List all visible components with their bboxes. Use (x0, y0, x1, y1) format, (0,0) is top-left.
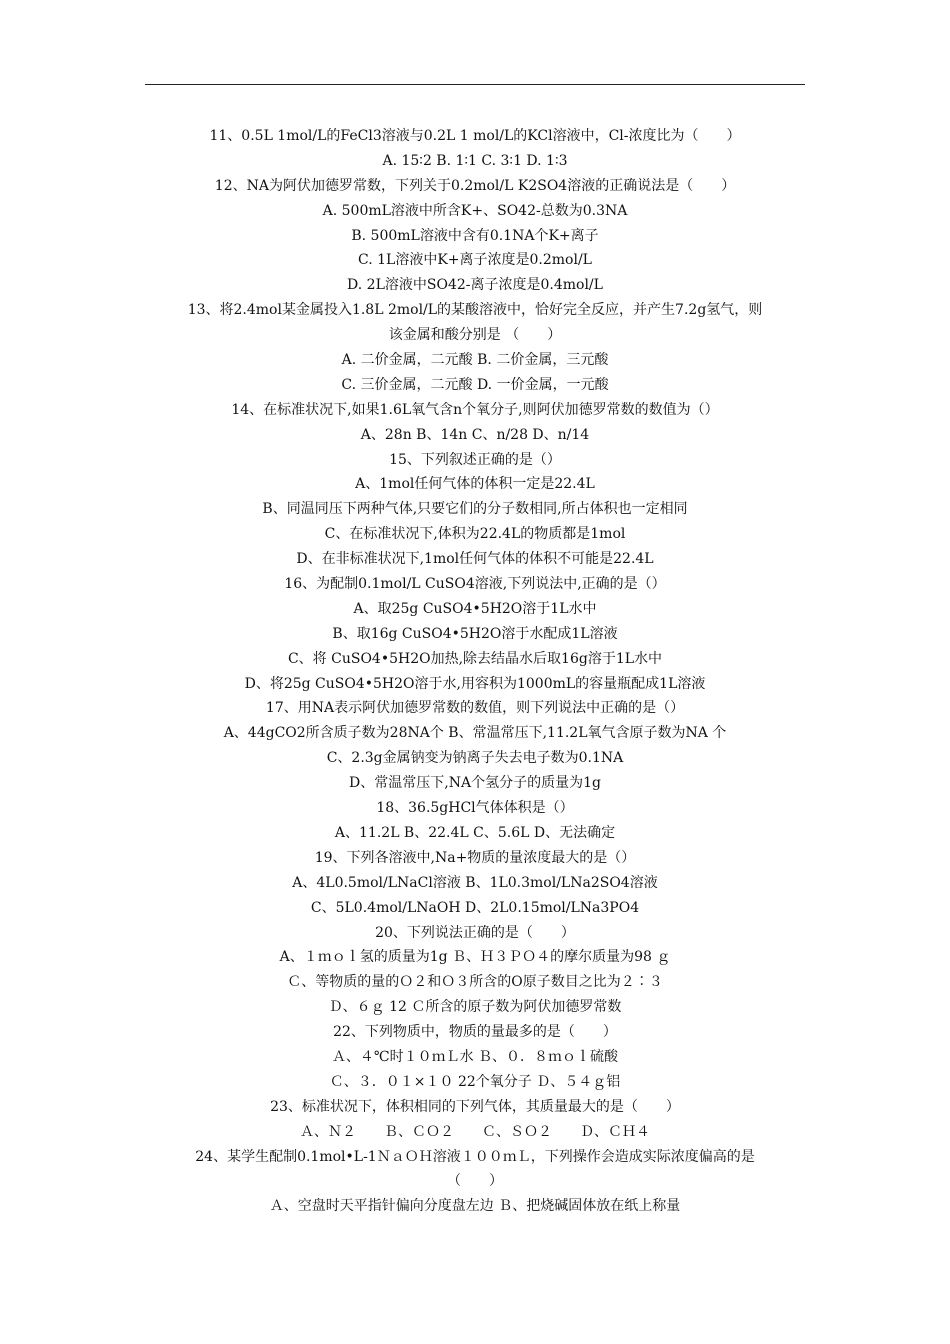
text-line: 14、在标准状况下,如果1.6L氧气含n个氧分子,则阿伏加德罗常数的数值为（） (231, 401, 719, 418)
text-line: C、将 CuSO4•5H2O加热,除去结晶水后取16g溶于1L水中 (287, 650, 663, 667)
text-line: Ｄ、６ｇ 12 Ｃ所含的原子数为阿伏加德罗常数 (328, 999, 622, 1016)
text-line: C. 三价金属，二元酸 D. 一价金属，一元酸 (341, 376, 609, 393)
text-line: 18、36.5gHCl气体体积是（） (376, 800, 574, 817)
text-line: C、2.3g金属钠变为钠离子失去电子数为0.1NA (326, 750, 624, 767)
text-line: D. 2L溶液中SO42-离子浓度是0.4mol/L (347, 277, 603, 294)
text-line: C、在标准状况下,体积为22.4L的物质都是1mol (324, 526, 626, 543)
text-line: B. 500mL溶液中含有0.1NA个K+离子 (351, 227, 599, 244)
text-line: D、将25g CuSO4•5H2O溶于水,用容积为1000mL的容量瓶配成1L溶液 (244, 675, 706, 692)
text-line: C. 1L溶液中K+离子浓度是0.2mol/L (358, 252, 592, 269)
text-line: B、同温同压下两种气体,只要它们的分子数相同,所占体积也一定相同 (262, 501, 688, 518)
text-line: A、28n B、14n C、n/28 D、n/14 (360, 426, 590, 443)
header-rule (145, 84, 805, 85)
text-line: A、１ｍｏｌ氢的质量为1g Ｂ、Ｈ３ＰＯ４的摩尔质量为98 ｇ (279, 949, 671, 966)
text-line: C、5L0.4mol/LNaOH D、2L0.15mol/LNa3PO4 (310, 899, 640, 916)
text-line: 20、下列说法正确的是（ ） (375, 924, 575, 941)
text-line: 12、NA为阿伏加德罗常数，下列关于0.2mol/L K2SO4溶液的正确说法是（ ） (214, 177, 736, 194)
text-line: Ｃ、等物质的量的Ｏ２和Ｏ３所含的O原子数目之比为２∶３ (287, 974, 663, 991)
text-line: D、常温常压下,NA个氢分子的质量为1g (349, 775, 601, 792)
text-line: A. 15∶2 B. 1∶1 C. 3∶1 D. 1∶3 (382, 152, 568, 169)
text-line: 23、标准状况下，体积相同的下列气体，其质量最大的是（ ） (270, 1098, 680, 1115)
text-line: B、取16g CuSO4•5H2O溶于水配成1L溶液 (332, 625, 618, 642)
text-line: A、1mol任何气体的体积一定是22.4L (355, 476, 595, 493)
text-line: 该金属和酸分别是 （ ） (388, 327, 562, 344)
document-body (140, 124, 810, 1219)
text-line: 15、下列叙述正确的是（） (389, 451, 561, 468)
text-line: A、取25g CuSO4•5H2O溶于1L水中 (353, 600, 597, 617)
text-line: A、4L0.5mol/LNaCl溶液 B、1L0.3mol/LNa2SO4溶液 (292, 874, 658, 891)
text-line: 16、为配制0.1mol/L CuSO4溶液,下列说法中,正确的是（） (284, 576, 666, 593)
text-line: Ａ、Ｎ２ Ｂ、ＣＯ２ Ｃ、ＳＯ２ Ｄ、ＣＨ４ (300, 1123, 650, 1140)
text-line: D、在非标准状况下,1mol任何气体的体积不可能是22.4L (296, 551, 654, 568)
text-line: Ｃ、３．０１×１０ 22个氧分子 Ｄ、５４ｇ铝 (329, 1073, 621, 1090)
text-line: 11、0.5L 1mol/L的FeCl3溶液与0.2L 1 mol/L的KCl溶液中，Cl-浓度比为（ ） (209, 128, 741, 144)
text-line: A. 二价金属，二元酸 B. 二价金属，三元酸 (341, 352, 609, 369)
text-line: （ ） (447, 1173, 503, 1190)
text-line: 24、某学生配制0.1mol•L-1ＮａＯＨ溶液１００ｍＬ，下列操作会造成实际浓度偏高的是 (195, 1148, 755, 1165)
text-line: 17、用NA表示阿伏加德罗常数的数值，则下列说法中正确的是（） (265, 700, 685, 717)
text-line: Ａ、４℃时１０ｍＬ水 Ｂ、０．８ｍｏｌ硫酸 (331, 1048, 619, 1065)
text-line: 19、下列各溶液中,Na+物质的量浓度最大的是（） (314, 849, 636, 866)
text-line: 22、下列物质中，物质的量最多的是（ ） (333, 1024, 617, 1041)
text-line: A、11.2L B、22.4L C、5.6L D、无法确定 (334, 824, 616, 841)
text-line: A、44gCO2所含质子数为28NA个 B、常温常压下,11.2L氧气含原子数为NA 个 (223, 725, 727, 742)
text-line: 13、将2.4mol某金属投入1.8L 2mol/L的某酸溶液中，恰好完全反应，并产生7.2g氢气，则 (187, 302, 763, 319)
text-line: A. 500mL溶液中所含K+、SO42-总数为0.3NA (322, 202, 628, 219)
text-line: Ａ、空盘时天平指针偏向分度盘左边 Ｂ、把烧碱固体放在纸上称量 (269, 1198, 681, 1215)
